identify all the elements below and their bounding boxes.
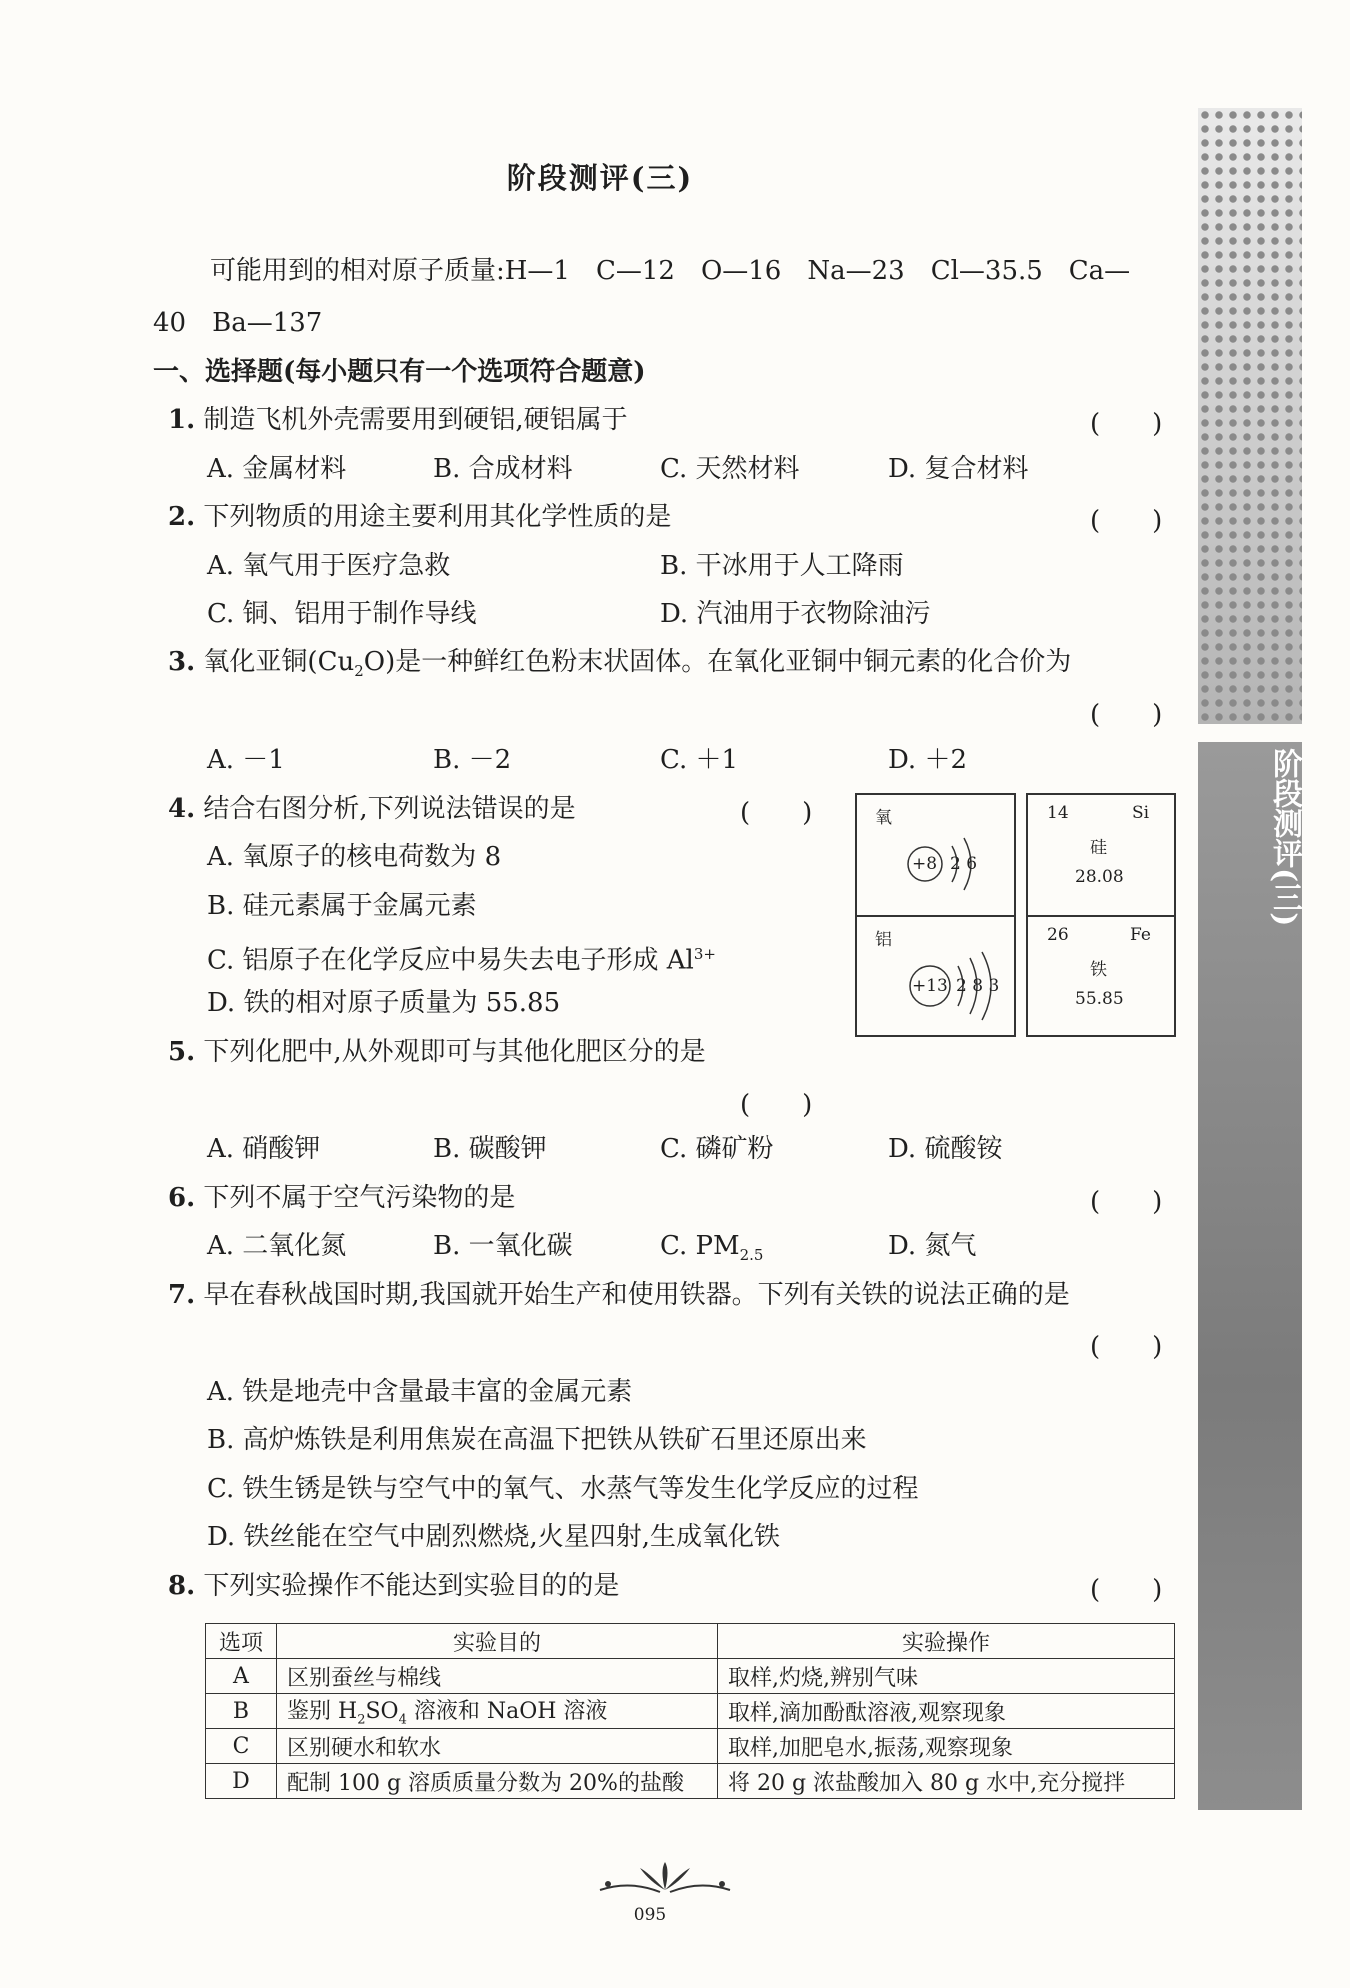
table-cell: 取样,灼烧,辨别气味 [718, 1659, 1175, 1694]
element-name: 氧 [875, 808, 892, 828]
option: C. 天然材料 [660, 454, 800, 484]
question-5: 5. 下列化肥中,从外观即可与其他化肥区分的是 [168, 1037, 706, 1067]
question-4: 4. 结合右图分析,下列说法错误的是 [168, 794, 576, 824]
option: A. 金属材料 [207, 454, 347, 484]
option: B. 碳酸钾 [433, 1134, 547, 1164]
page-title: 阶段测评(三) [506, 161, 694, 195]
electron-shells: 2 8 3 [956, 976, 1000, 996]
option: A. －1 [207, 745, 285, 775]
option: C. 磷矿粉 [660, 1134, 774, 1164]
nucleus-charge: +13 [912, 976, 948, 996]
electron-shells: 2 6 [950, 854, 978, 874]
table-cell: C [206, 1729, 277, 1764]
option: D. 汽油用于衣物除油污 [660, 599, 931, 629]
option: A. 二氧化氮 [207, 1231, 347, 1261]
answer-paren: ( ) [1090, 1575, 1163, 1605]
question-1: 1. 制造飞机外壳需要用到硬铝,硬铝属于 [168, 405, 628, 435]
option: D. 复合材料 [888, 454, 1029, 484]
table-row [206, 1694, 1175, 1729]
answer-paren: ( ) [1090, 1187, 1163, 1217]
atomic-mass: 55.85 [1075, 989, 1124, 1009]
option: A. 氧气用于医疗急救 [207, 551, 451, 581]
option: C. $PM_{2.5}$ [660, 1231, 764, 1265]
table-header: 实验目的 [277, 1624, 718, 1659]
option: C. 铝原子在化学反应中易失去电子形成 $Al^{3+}$ [207, 945, 716, 976]
question-2: 2. 下列物质的用途主要利用其化学性质的是 [168, 502, 672, 532]
answer-paren: ( ) [1090, 409, 1163, 439]
option: D. 铁的相对原子质量为 55.85 [207, 988, 561, 1018]
option: B. 硅元素属于金属元素 [207, 891, 477, 921]
question-7: 7. 早在春秋战国时期,我国就开始生产和使用铁器。下列有关铁的说法正确的是 [168, 1280, 1070, 1310]
answer-paren: ( ) [1090, 506, 1163, 536]
table-cell: 取样,滴加酚酞溶液,观察现象 [718, 1694, 1175, 1729]
option: B. 高炉炼铁是利用焦炭在高温下把铁从铁矿石里还原出来 [207, 1425, 867, 1455]
table-cell: A [206, 1659, 277, 1694]
table-cell: 将 20 g 浓盐酸加入 80 g 水中,充分搅拌 [718, 1764, 1175, 1799]
option: A. 铁是地壳中含量最丰富的金属元素 [207, 1377, 633, 1407]
experiment-table [205, 1623, 1175, 1799]
element-name: 硅 [1090, 838, 1107, 858]
sidebar-label: 阶段测评(三) [1267, 748, 1302, 927]
option: B. 合成材料 [433, 454, 573, 484]
table-cell: 区别蚕丝与棉线 [277, 1659, 718, 1694]
question-3: 3. 氧化亚铜$(Cu_2O)$是一种鲜红色粉末状固体。在氧化亚铜中铜元素的化合价为 [168, 647, 1072, 681]
table-header: 实验操作 [718, 1624, 1175, 1659]
atomic-masses-line2: 40 Ba—137 [153, 308, 323, 338]
table-cell: 取样,加肥皂水,振荡,观察现象 [718, 1729, 1175, 1764]
table-cell: 鉴别 $H_2SO_4$ 溶液和 NaOH 溶液 [277, 1694, 718, 1729]
sidebar-pattern [1198, 108, 1302, 724]
table-row [206, 1764, 1175, 1799]
floral-ornament-icon [590, 1860, 740, 1900]
table-cell: 配制 100 g 溶质质量分数为 20%的盐酸 [277, 1764, 718, 1799]
option: C. 铁生锈是铁与空气中的氧气、水蒸气等发生化学反应的过程 [207, 1474, 919, 1504]
table-header: 选项 [206, 1624, 277, 1659]
table-cell: B [206, 1694, 277, 1729]
atomic-number: 14 [1047, 803, 1069, 823]
element-name: 铁 [1090, 960, 1107, 980]
table-cell: D [206, 1764, 277, 1799]
nucleus-charge: +8 [912, 854, 938, 874]
answer-paren: ( ) [740, 1090, 813, 1120]
atomic-masses-line1: 可能用到的相对原子质量:H—1 C—12 O—16 Na—23 Cl—35.5 Ca— [210, 256, 1131, 286]
option: D. ＋2 [888, 745, 967, 775]
element-symbol: Fe [1130, 925, 1151, 945]
table-row [206, 1659, 1175, 1694]
option: C. ＋1 [660, 745, 739, 775]
section-heading: 一、选择题(每小题只有一个选项符合题意) [153, 357, 646, 387]
answer-paren: ( ) [1090, 1332, 1163, 1362]
answer-paren: ( ) [1090, 700, 1163, 730]
table-cell: 区别硬水和软水 [277, 1729, 718, 1764]
option: C. 铜、铝用于制作导线 [207, 599, 477, 629]
atomic-number: 26 [1047, 925, 1069, 945]
answer-paren: ( ) [740, 798, 813, 828]
element-symbol: Si [1132, 803, 1150, 823]
option: B. 干冰用于人工降雨 [660, 551, 904, 581]
question-8: 8. 下列实验操作不能达到实验目的的是 [168, 1571, 620, 1601]
element-name: 铝 [875, 930, 892, 950]
option: B. 一氧化碳 [433, 1231, 573, 1261]
option: D. 铁丝能在空气中剧烈燃烧,火星四射,生成氧化铁 [207, 1522, 780, 1552]
option: A. 氧原子的核电荷数为 8 [207, 842, 502, 872]
option: D. 氮气 [888, 1231, 977, 1261]
option: B. －2 [433, 745, 512, 775]
atomic-mass: 28.08 [1075, 867, 1124, 887]
table-row [206, 1729, 1175, 1764]
question-6: 6. 下列不属于空气污染物的是 [168, 1183, 516, 1213]
page-number: 095 [633, 1905, 667, 1925]
option: D. 硫酸铵 [888, 1134, 1003, 1164]
table-header-row [206, 1624, 1175, 1659]
option: A. 硝酸钾 [207, 1134, 321, 1164]
